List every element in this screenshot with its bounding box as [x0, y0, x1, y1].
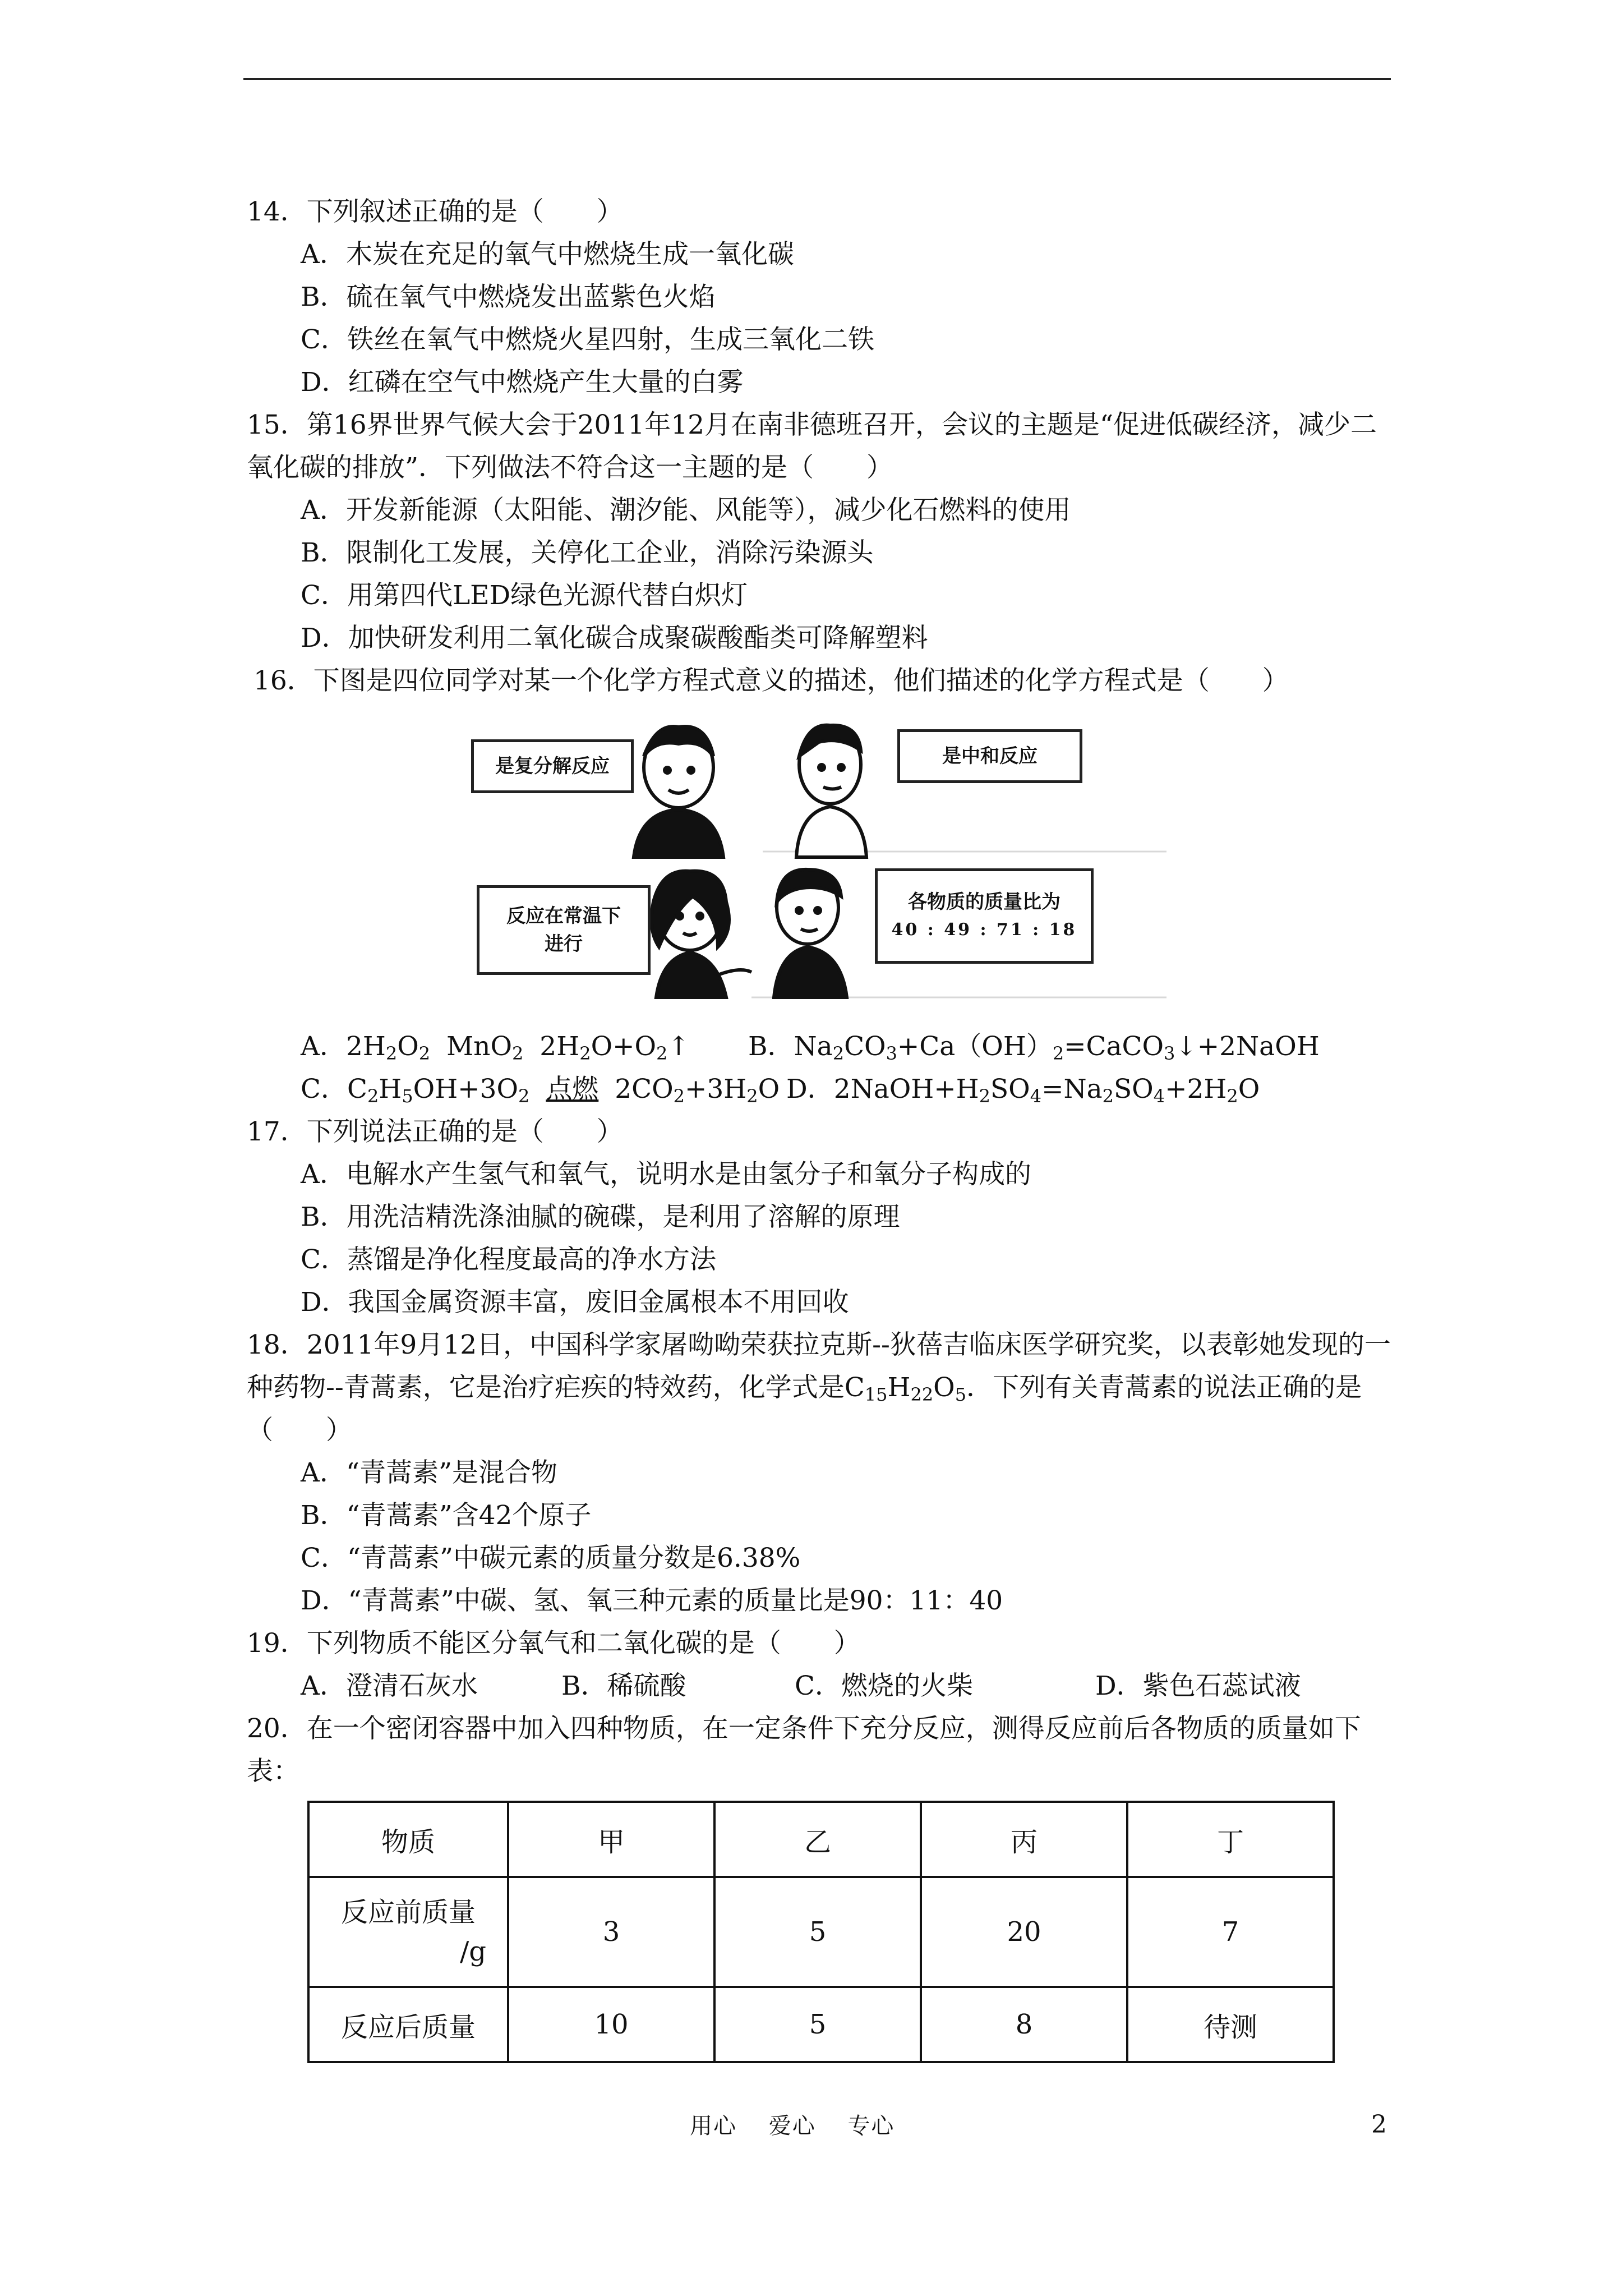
table-cell: 待测	[1127, 1987, 1334, 2062]
q15-option-a: A．开发新能源（太阳能、潮汐能、风能等），减少化石燃料的使用	[301, 495, 1071, 526]
q15-option-c: C．用第四代LED绿色光源代替白炽灯	[301, 580, 748, 611]
q17-stem: 17．下列说法正确的是（ ）	[247, 1116, 623, 1147]
page-number: 2	[1371, 2110, 1387, 2139]
bubble-mass-ratio-values: 40 : 49 : 71 : 18	[891, 920, 1077, 940]
q18-option-d: D．“青蒿素”中碳、氢、氧三种元素的质量比是90：11：40	[301, 1585, 1003, 1616]
q18-option-b: B．“青蒿素”含42个原子	[301, 1500, 592, 1531]
student-top-left	[634, 726, 723, 857]
q19-stem: 19．下列物质不能区分氧气和二氧化碳的是（ ）	[247, 1628, 860, 1659]
q16-illustration	[471, 717, 1166, 1009]
q16-options-row-1	[247, 1025, 1391, 1068]
table-row-unit: /g	[460, 1936, 486, 1967]
table-cell: 10	[508, 1987, 714, 2062]
bubble-mass-ratio	[875, 868, 1094, 964]
q15-option-b: B．限制化工发展，关停化工企业，消除污染源头	[301, 537, 874, 568]
page-footer	[690, 2108, 918, 2140]
bubble-mass-ratio-title: 各物质的质量比为	[908, 891, 1061, 913]
table-header-cell: 乙	[714, 1802, 921, 1877]
q14-option-d: D．红磷在空气中燃烧产生大量的白雾	[301, 367, 744, 398]
q15-option-d: D．加快研发利用二氧化碳合成聚碳酸酯类可降解塑料	[301, 623, 928, 654]
q19-option-a: A．澄清石灰水	[301, 1671, 478, 1701]
student-top-right	[796, 725, 866, 857]
q16-option-c: C．$C_2H_5OH+3O_2$ 点燃 $2CO_2+3H_2O$	[301, 1068, 786, 1111]
footer-motto: 专心	[847, 2113, 895, 2139]
table-row-label: 反应后质量	[308, 1987, 508, 2062]
table-cell: 20	[921, 1877, 1127, 1987]
q17-option-c: C．蒸馏是净化程度最高的净水方法	[301, 1244, 716, 1275]
q18-option-c: C．“青蒿素”中碳元素的质量分数是6.38%	[301, 1543, 801, 1573]
table-cell: 8	[921, 1987, 1127, 2062]
table-header-row	[308, 1802, 1334, 1877]
q16-options-row-2	[247, 1068, 1391, 1111]
q18-option-a: A．“青蒿素”是混合物	[301, 1457, 557, 1488]
table-header-cell: 丁	[1127, 1802, 1334, 1877]
q19-options	[247, 1665, 1391, 1708]
bubble-double-decomposition: 是复分解反应	[471, 739, 634, 793]
q16-option-a: A．$2H_2O_2$ MnO$_2$ $2H_2O+O_2↑$	[301, 1025, 748, 1068]
student-bottom-left	[652, 871, 751, 997]
q20-mass-table	[307, 1801, 1335, 2063]
student-bottom-right	[774, 869, 847, 997]
table-cell: 3	[508, 1877, 714, 1987]
q17-option-b: B．用洗洁精洗涤油腻的碗碟，是利用了溶解的原理	[301, 1202, 900, 1232]
q15-stem: 15．第16界世界气候大会于2011年12月在南非德班召开，会议的主题是“促进低碳经济，减少二氧化碳的排放”．下列做法不符合这一主题的是（ ）	[247, 409, 1377, 483]
bubble-room-temperature-text: 反应在常温下进行	[506, 905, 621, 955]
table-row	[308, 1987, 1334, 2062]
table-cell: 5	[714, 1877, 921, 1987]
q19-option-b: B．稀硫酸	[561, 1671, 686, 1701]
footer-motto: 用心	[690, 2113, 737, 2139]
table-cell: 7	[1127, 1877, 1334, 1987]
q17-option-a: A．电解水产生氢气和氧气，说明水是由氢分子和氧分子构成的	[301, 1159, 1031, 1190]
page-content	[247, 191, 1391, 2063]
q16-stem: 16．下图是四位同学对某一个化学方程式意义的描述，他们描述的化学方程式是（ ）	[253, 665, 1289, 696]
q14-stem: 14．下列叙述正确的是（ ）	[247, 196, 623, 227]
q14-option-a: A．木炭在充足的氧气中燃烧生成一氧化碳	[301, 239, 794, 270]
header-rule	[243, 78, 1391, 80]
bubble-neutralization: 是中和反应	[897, 729, 1082, 783]
q16-option-d: D．$2NaOH+H_2SO_4=Na_2SO_4+2H_2O$	[786, 1074, 1260, 1107]
q16-option-a-condition: MnO$_2$	[446, 1031, 524, 1064]
q20-stem: 20．在一个密闭容器中加入四种物质，在一定条件下充分反应，测得反应前后各物质的质量如下表：	[247, 1713, 1361, 1787]
table-header-cell: 物质	[308, 1802, 508, 1877]
q16-option-b: B．$Na_2CO_3+Ca(OH)_2=CaCO_3↓+2NaOH$	[748, 1031, 1320, 1064]
table-row	[308, 1877, 1334, 1987]
q19-option-c: C．燃烧的火柴	[795, 1671, 973, 1701]
table-row-label: 反应前质量 /g	[308, 1877, 508, 1987]
table-header-cell: 丙	[921, 1802, 1127, 1877]
bubble-room-temperature	[477, 885, 651, 975]
q17-option-d: D．我国金属资源丰富，废旧金属根本不用回收	[301, 1287, 849, 1318]
q14-option-c: C．铁丝在氧气中燃烧火星四射，生成三氧化二铁	[301, 324, 874, 355]
q16-option-c-condition: 点燃	[546, 1074, 599, 1105]
q19-option-d: D．紫色石蕊试液	[1095, 1671, 1301, 1701]
table-header-cell: 甲	[508, 1802, 714, 1877]
table-cell: 5	[714, 1987, 921, 2062]
footer-motto: 爱心	[768, 2113, 816, 2139]
q14-option-b: B．硫在氧气中燃烧发出蓝紫色火焰	[301, 282, 716, 312]
q18-stem: 18．2011年9月12日，中国科学家屠呦呦荣获拉克斯--狄蓓吉临床医学研究奖，以表彰她发现的一种药物--青蒿素，它是治疗疟疾的特效药，化学式是$C_{15}H_{22}O_5$．下列有关青蒿素的说法正确的是（ ）	[247, 1329, 1391, 1446]
